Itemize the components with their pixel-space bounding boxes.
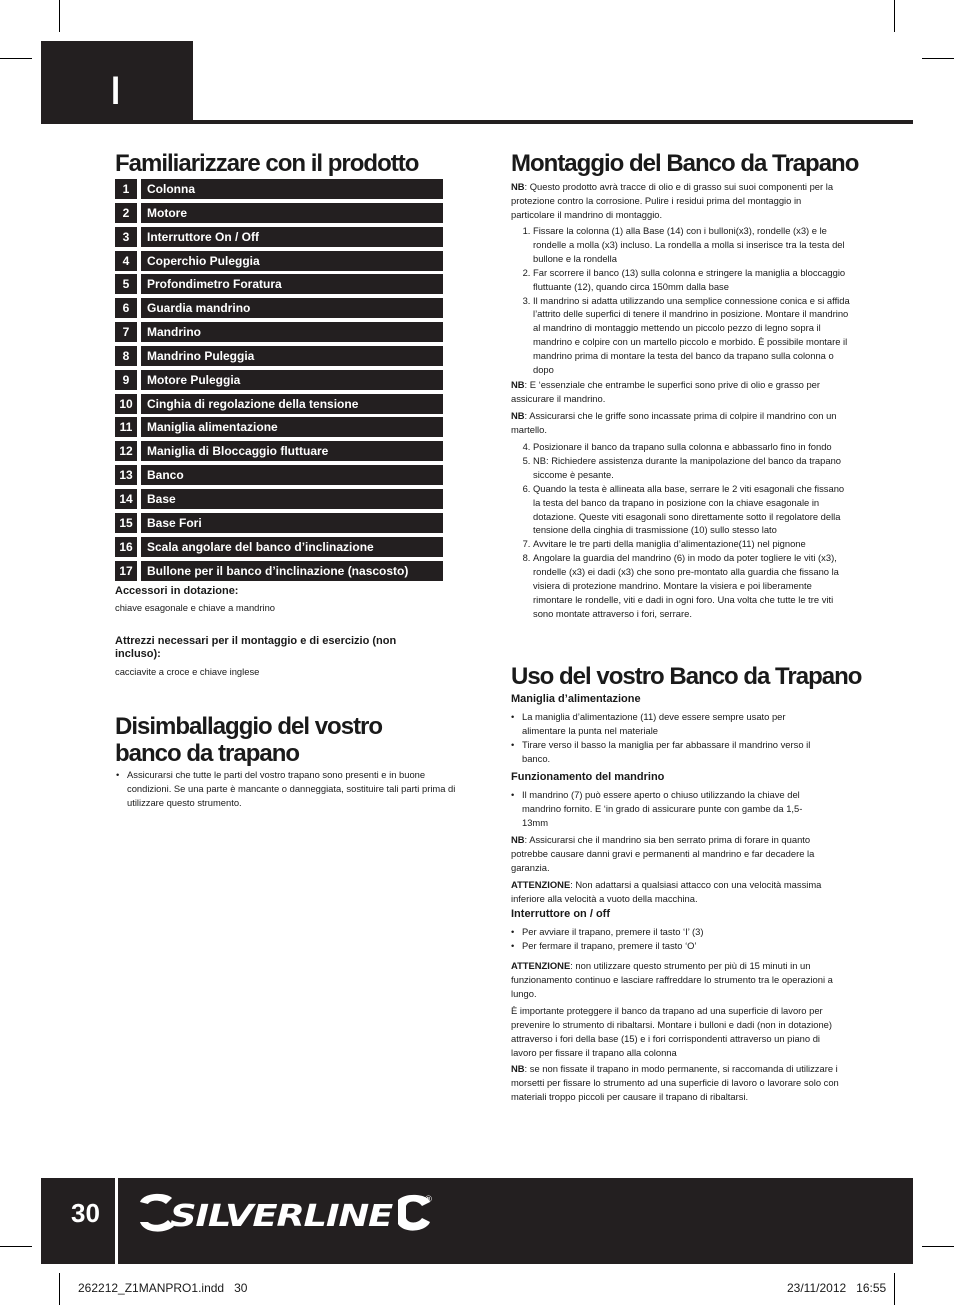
assembly-step: 6. Quando la testa è allineata alla base, serrare le 2 viti esagonali che fissano la testa del banco da trapano in posizione con la chiave esagonale in dotazione. Queste viti esagonali sono direttamente sotto il regolatore della tensione della cinghia di trasmissione (10) sullo stesso lato: [533, 482, 851, 538]
nb-note-1-text: : E ‘essenziale che entrambe le superfici sono prive di olio e grasso per assicurare il mandrino.: [511, 379, 821, 404]
part-row: [115, 441, 443, 461]
feed-list: [511, 710, 827, 766]
language-tab: [41, 41, 193, 122]
part-name: Banco: [141, 465, 443, 485]
part-name: Interruttore On / Off: [141, 227, 443, 247]
tools-label: Attrezzi necessari per il montaggio e di esercizio (non incluso):: [115, 635, 397, 660]
unpacking-bullet: • Assicurarsi che tutte le parti del vostro trapano sono presenti e in buone condizioni. Se una parte è mancante o danneggiata, sostituire tali parti prima di utilizzare questo strumento.: [127, 768, 457, 810]
part-row: [115, 203, 443, 223]
part-row: [115, 394, 443, 414]
crop-mark: [59, 1273, 60, 1305]
part-row: [115, 346, 443, 366]
part-name: Cinghia di regolazione della tensione: [141, 394, 443, 414]
brand-wordmark: SILVERLINE: [170, 1199, 394, 1234]
file-info: 262212_Z1MANPRO1.indd 30: [78, 1281, 248, 1295]
attention-2-text: : non utilizzare questo strumento per più di 15 minuti in un funzionamento continuo e lasciare raffreddare lo strumento tra le operazioni a lungo.: [511, 960, 833, 999]
part-name: Maniglia alimentazione: [141, 417, 443, 437]
part-number: 16: [115, 537, 137, 557]
attention-2: [511, 959, 841, 1001]
nb-final: [511, 1062, 841, 1104]
assembly-step: 4. Posizionare il banco da trapano sulla colonna e abbassarlo fino in fondo: [533, 440, 851, 454]
assembly-step: 3. Il mandrino si adatta utilizzando una semplice connessione conica e si affida l’attrito delle superfici di tenere il mandrino in posizione. Montare il mandrino al mandrino di montaggio mettendo un piccolo pezzo di legno sopra il mandrino e colpire con un martello piccolo e morbido. È possibile montare il mandrino prima di montare la testa del banco da trapano sulla colonna o dopo: [533, 294, 851, 377]
nb-label: NB: [511, 410, 525, 421]
registered-mark: ®: [424, 1195, 433, 1205]
part-number: 8: [115, 346, 137, 366]
part-row: [115, 227, 443, 247]
part-number: 15: [115, 513, 137, 533]
part-row: [115, 298, 443, 318]
part-row: [115, 274, 443, 294]
part-number: 5: [115, 274, 137, 294]
nb-note-2: [511, 409, 841, 437]
part-name: Mandrino Puleggia: [141, 346, 443, 366]
feed-bullet: • Tirare verso il basso la maniglia per far abbassare il mandrino verso il banco.: [522, 738, 827, 766]
assembly-steps-a: [511, 224, 851, 377]
crop-mark: [894, 1273, 895, 1305]
crop-mark: [0, 58, 32, 59]
chuck-bullet: • Il mandrino (7) può essere aperto o chiuso utilizzando la chiave del mandrino fornito. E ‘in grado di assicurare punte con gambe da 1,5-13mm: [522, 788, 822, 830]
crop-mark: [59, 0, 60, 32]
part-row: [115, 251, 443, 271]
part-name: Bullone per il banco d’inclinazione (nascosto): [141, 561, 443, 581]
nb-final-text: : se non fissate il trapano in modo permanente, si raccomanda di utilizzare i morsetti per fissare lo strumento ad una superficie di lavoro o lavorare solo con materiali troppo piccoli per causare il trapano di ribaltarsi.: [511, 1063, 839, 1102]
part-number: 7: [115, 322, 137, 342]
assembly-step: 7. Avvitare le tre parti della maniglia d’alimentazione(11) nel pignone: [533, 537, 851, 551]
part-number: 9: [115, 370, 137, 390]
nb-label: NB: [511, 1063, 525, 1074]
part-name: Maniglia di Bloccaggio fluttuare: [141, 441, 443, 461]
silverline-logo: [136, 1188, 436, 1243]
part-name: Mandrino: [141, 322, 443, 342]
part-row: [115, 465, 443, 485]
part-number: 2: [115, 203, 137, 223]
chuck-label: Funzionamento del mandrino: [511, 771, 665, 783]
crop-mark: [0, 1246, 32, 1247]
chuck-list: [511, 788, 822, 830]
nb-label: NB: [511, 834, 525, 845]
silverline-logo-icon: [136, 1188, 436, 1238]
important-text: È importante proteggere il banco da trapano ad una superficie di lavoro per prevenire lo strumento di ribaltarsi. Montare i bulloni e dadi (non in dotazione) attraverso i fori della base (15) e i fori corrispondenti attraverso un piano di lavoro per fissare il trapano alla colonna: [511, 1005, 833, 1058]
part-name: Base Fori: [141, 513, 443, 533]
assembly-intro-text: : Questo prodotto avrà tracce di olio e di grasso sui suoi componenti per la protezione contro la corrosione. Pulire i residui prima del montaggio in particolare il mandrino di montaggio.: [511, 181, 834, 220]
footer-separator: [115, 1178, 118, 1264]
part-name: Colonna: [141, 179, 443, 199]
assembly-step: 8. Angolare la guardia del mandrino (6) in modo da poter togliere le viti (x3), rondelle (x3) ei dadi (x3) che sono pre-montato alla guardia che fissano la visiera di protezione mandrino. Montare la visiera e poi liberamente rimontare le rondelle, viti e dadi in ogni foro. Una volta che tutte le tre viti sono montate attraverso i fori, serrare.: [533, 551, 851, 621]
nb-note-2-text: : Assicurarsi che le griffe sono incassate prima di colpire il mandrino con un martello.: [511, 410, 837, 435]
nb-chuck-text: : Assicurarsi che il mandrino sia ben serrato prima di forare in quanto potrebbe causare danni gravi e permanenti al mandrino e far decadere la garanzia.: [511, 834, 815, 873]
switch-list: [511, 925, 827, 953]
part-row: [115, 537, 443, 557]
part-row: [115, 322, 443, 342]
switch-bullet: • Per fermare il trapano, premere il tasto ‘O’: [522, 939, 827, 953]
feed-bullet: • La maniglia d’alimentazione (11) deve essere sempre usato per alimentare la punta nel materiale: [522, 710, 827, 738]
part-row: [115, 417, 443, 437]
part-row: [115, 489, 443, 509]
attention-1-text: : Non adattarsi a qualsiasi attacco con una velocità massima inferiore alla velocità a vuoto della macchina.: [511, 879, 822, 904]
footer-bar: [41, 1178, 913, 1264]
unpacking-list: [115, 768, 457, 810]
accessories-label: Accessori in dotazione:: [115, 585, 239, 597]
part-name: Guardia mandrino: [141, 298, 443, 318]
date-time: 23/11/2012 16:55: [787, 1281, 887, 1295]
accessories-text: chiave esagonale e chiave a mandrino: [115, 602, 276, 613]
part-name: Coperchio Puleggia: [141, 251, 443, 271]
nb-chuck: [511, 833, 841, 875]
assembly-title: Montaggio del Banco da Trapano: [511, 150, 859, 177]
part-row: [115, 370, 443, 390]
parts-list: [115, 179, 443, 584]
part-name: Scala angolare del banco d’inclinazione: [141, 537, 443, 557]
part-number: 1: [115, 179, 137, 199]
header-rule: [41, 120, 913, 124]
part-number: 11: [115, 417, 137, 437]
tools-text: cacciavite a croce e chiave inglese: [115, 666, 260, 677]
part-number: 4: [115, 251, 137, 271]
part-name: Base: [141, 489, 443, 509]
part-number: 10: [115, 394, 137, 414]
assembly-intro: [511, 180, 841, 222]
use-title: Uso del vostro Banco da Trapano: [511, 663, 862, 690]
switch-label: Interruttore on / off: [511, 908, 610, 920]
part-name: Motore Puleggia: [141, 370, 443, 390]
crop-mark: [922, 1246, 954, 1247]
assembly-steps-b: [511, 440, 851, 621]
part-number: 12: [115, 441, 137, 461]
attention-label: ATTENZIONE: [511, 879, 571, 890]
assembly-step: 1. Fissare la colonna (1) alla Base (14) con i bulloni(x3), rondelle (x3) e le rondelle a molla (x3) incluso. La rondella a molla si inserisce tra la testa del bullone e la rondella: [533, 224, 851, 266]
attention-1: [511, 878, 841, 906]
part-number: 14: [115, 489, 137, 509]
nb-label: NB: [511, 379, 525, 390]
language-code: I: [111, 69, 121, 113]
nb-note-1: [511, 378, 841, 406]
part-name: Profondimetro Foratura: [141, 274, 443, 294]
part-number: 17: [115, 561, 137, 581]
page-number: 30: [71, 1198, 100, 1228]
familiarize-title: Familiarizzare con il prodotto: [115, 150, 419, 177]
assembly-step: 2. Far scorrere il banco (13) sulla colonna e stringere la maniglia a bloccaggio fluttuante (12), quando circa 150mm dalla base: [533, 266, 851, 294]
attention-label: ATTENZIONE: [511, 960, 571, 971]
unpacking-title: Disimballaggio del vostro banco da trapano: [115, 713, 383, 767]
part-number: 6: [115, 298, 137, 318]
part-number: 3: [115, 227, 137, 247]
nb-label: NB: [511, 181, 525, 192]
part-name: Motore: [141, 203, 443, 223]
feed-label: Maniglia d’alimentazione: [511, 693, 641, 705]
crop-mark: [894, 0, 895, 32]
crop-mark: [922, 58, 954, 59]
part-number: 13: [115, 465, 137, 485]
assembly-step: 5. NB: Richiedere assistenza durante la manipolazione del banco da trapano siccome è pesante.: [533, 454, 851, 482]
part-row: [115, 513, 443, 533]
part-row: [115, 561, 443, 581]
switch-bullet: • Per avviare il trapano, premere il tasto ‘I’ (3): [522, 925, 827, 939]
part-row: [115, 179, 443, 199]
